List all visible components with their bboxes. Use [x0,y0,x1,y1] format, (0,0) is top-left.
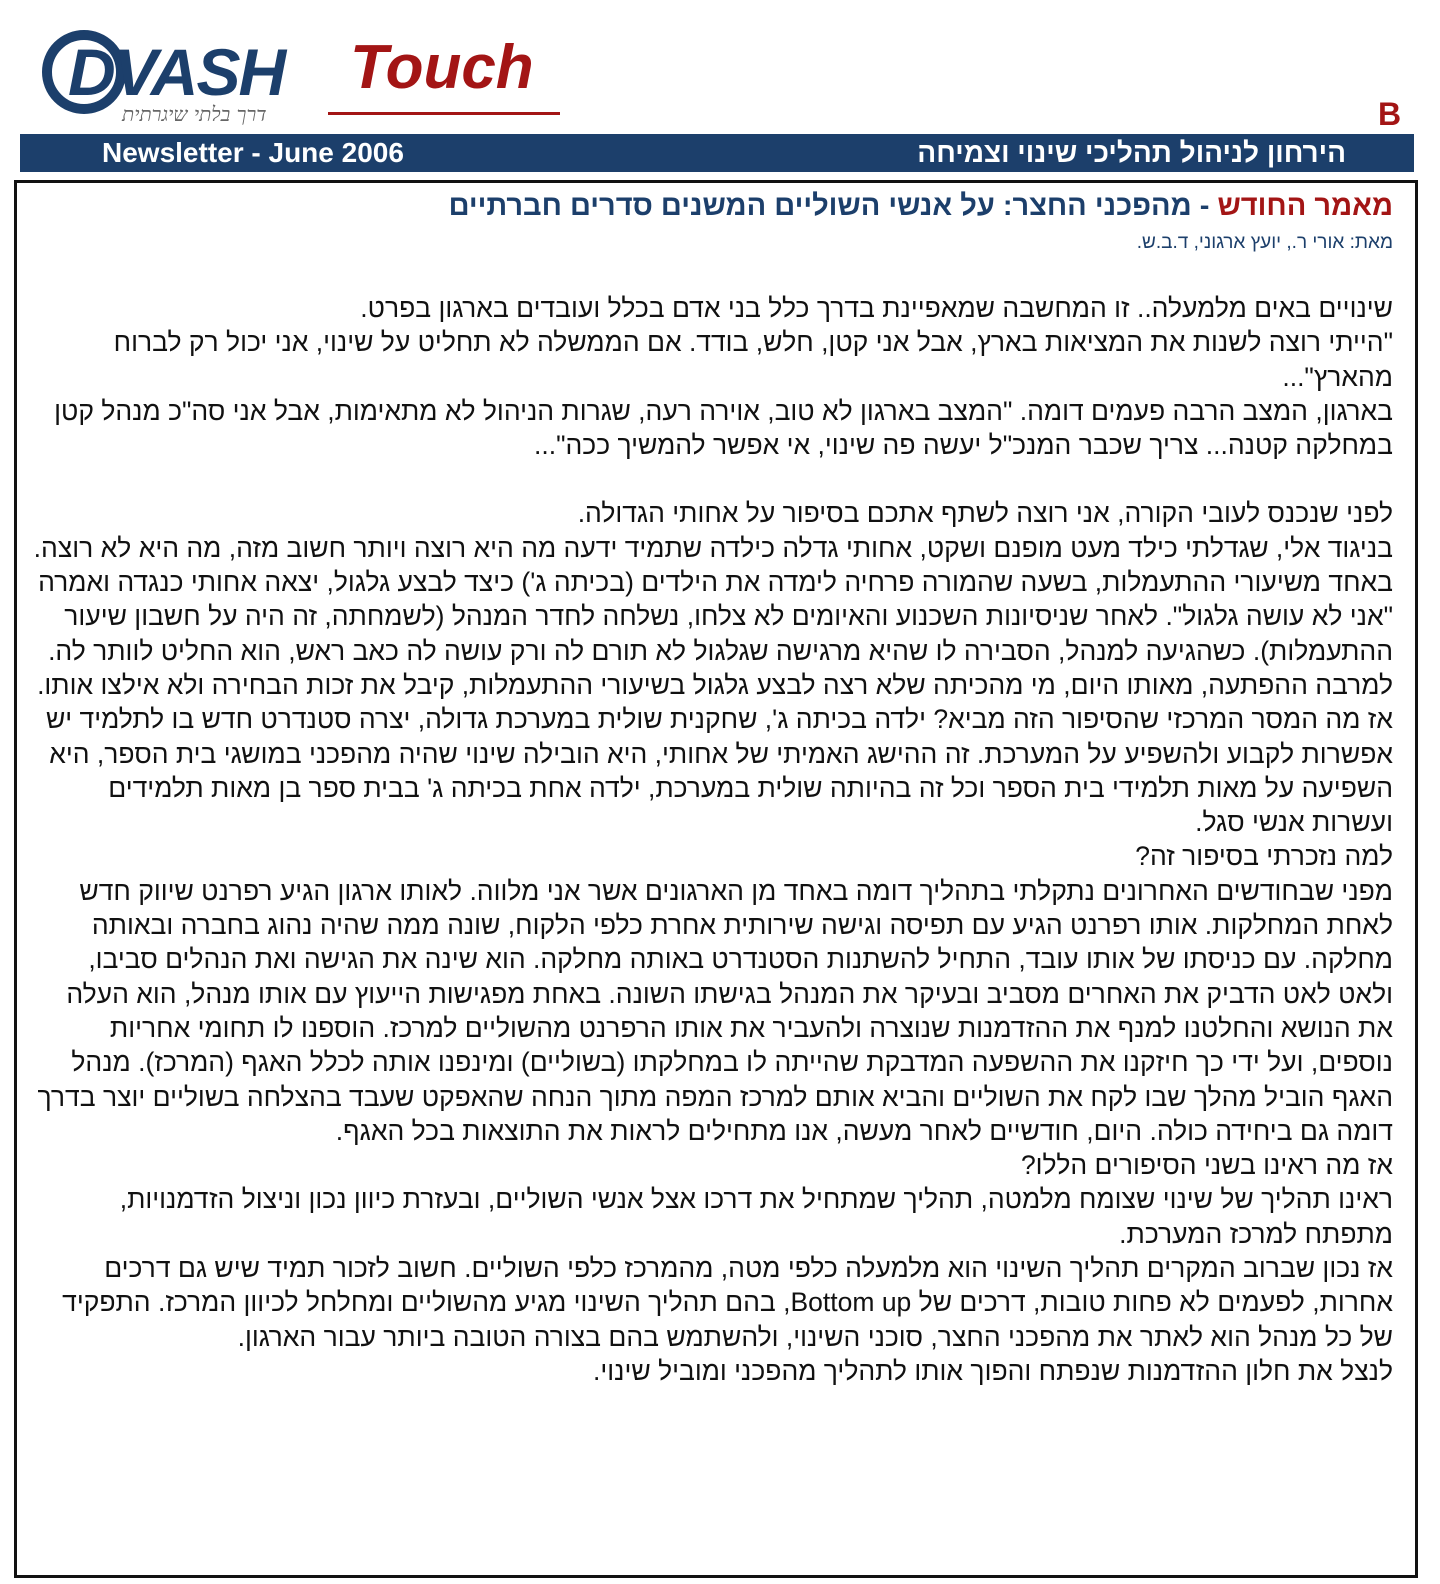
article-title: - מהפכני החצר: על אנשי השוליים המשנים סדרים חברתיים [448,190,1218,222]
article-paragraph: למרבה ההפתעה, מאותו היום, מי מהכיתה שלא רצה לבצע גלגול בשיעורי ההתעמלות, קיבל את זכות הבחירה ולא אילצו אותו. אז מה המסר המרכזי שהסיפור הזה מביא? ילדה בכיתה ג', שחקנית שולית במערכת גדולה, יצרה סטנדרט חדש בו לתלמיד יש אפשרות לקבוע ולהשפיע על המערכת. זה ההישג האמיתי של אחותי, היא הובילה שינוי שהיה מהפכני במושגי בית הספר, היא השפיעה על מאות תלמידי בית הספר וכל זה בהיותה שולית במערכת, ילדה אחת בכיתה ג' בבית ספר בן מאות תלמידים ועשרות אנשי סגל. [37,669,1393,838]
article-paragraph: אז נכון שברוב המקרים תהליך השינוי הוא מלמעלה כלפי מטה, מהמרכז כלפי השוליים. חשוב לזכור תמיד שיש גם דרכים אחרות, לפעמים לא פחות טובות, דרכים של Bottom up, בהם תהליך השינוי מגיע מהשוליים ומחלחל לכיוון המרכז. התפקיד של כל מנהל הוא לאתר את מהפכני החצר, סוכני השינוי, ולהשתמש בהם בצורה הטובה ביותר עבור הארגון. [62,1253,1393,1352]
article-paragraph: אז מה ראינו בשני הסיפורים הללו? [1020,1150,1393,1181]
corner-mark: B [1378,96,1402,132]
article-paragraph: "הייתי רוצה לשנות את המציאות בארץ, אבל אני קטן, חלש, בודד. אם הממשלה לא תחליט על שינוי, אני יכול רק לברוח מהארץ"... [113,327,1393,392]
article-kicker: מאמר החודש [1217,190,1393,222]
newsletter-banner [20,134,1414,172]
logo-tagline: דרך בלתי שיגרתית [122,102,267,126]
article-paragraph: למה נזכרתי בסיפור זה? [1135,841,1393,872]
banner-title: הירחון לניהול תהליכי שינוי וצמיחה [917,137,1346,168]
logo-underline [328,112,560,115]
article-paragraph: בניגוד אלי, שגדלתי כילד מעט מופנם ושקט, אחותי גדלה כילדה שתמיד ידעה מה היא רוצה ויותר חשוב מזה, מה היא לא רוצה. באחד משיעורי ההתעמלות, בשעה שהמורה פרחיה לימדה את הילדים (בכיתה ג') כיצד לבצע גלגול, יצאה אחותי כנגדה ואמרה "אני לא עושה גלגול". לאחר שניסיונות השכנוע והאיומים לא צלחו, נשלחה לחדר המנהל (לשמחתה, זה היה על חשבון שיעור ההתעמלות). כשהגיעה למנהל, הסבירה לו שהיא מרגישה שגלגול לא תורם לה ורק עושה לה כאב ראש, הוא החליט לוותר לה. [33,532,1393,666]
article-paragraph: לנצל את חלון ההזדמנות שנפתח והפוך אותו לתהליך מהפכני ומוביל שינוי. [593,1355,1393,1386]
article-paragraph: לפני שנכנס לעובי הקורה, אני רוצה לשתף אתכם בסיפור על אחותי הגדולה. [577,498,1393,529]
banner-issue-date: Newsletter - June 2006 [102,137,404,168]
article-paragraph: בארגון, המצב הרבה פעמים דומה. "המצב בארגון לא טוב, אוירה רעה, שגרות הניהול לא מתאימות, אבל אני סה"כ מנהל קטן במחלקה קטנה... צריך שכבר המנכ"ל יעשה פה שינוי, אי אפשר להמשיך ככה"... [54,395,1393,461]
dvash-touch-logo [38,28,578,132]
article-byline: מאת: אורי ר., יועץ ארגוני, ד.ב.ש. [1136,232,1393,253]
paragraph-gap [27,462,1393,496]
article-paragraph: ראינו תהליך של שינוי שצומח מלמטה, תהליך שמתחיל את דרכו אצל אנשי השוליים, ובעזרת כיוון נכון וניצול הזדמנויות, מתפתח למרכז המערכת. [119,1184,1393,1249]
logo-touch-word: Touch [350,33,534,102]
article-paragraph: שינויים באים מלמעלה.. זו המחשבה שמאפיינת בדרך כלל בני אדם בכלל ועובדים בארגון בפרט. [360,293,1393,323]
article-frame [14,180,1418,1578]
article-heading [449,189,1393,223]
logo-wordmark: DVASH [68,35,285,109]
article-paragraph: מפני שבחודשים האחרונים נתקלתי בתהליך דומה באחד מן הארגונים אשר אני מלווה. לאותו ארגון הגיע רפרנט שיווק חדש לאחת המחלקות. אותו רפרנט הגיע עם תפיסה וגישה שירותית אחרת כלפי הלקוח, שונה ממה שהיה נהוג בחברה ובאותה מחלקה. עם כניסתו של אותו עובד, התחיל להשתנות הסטנדרט באותה מחלקה. הוא שינה את הגישה ואת הנהלים סביבו, ולאט לאט הדביק את האחרים מסביב ובעיקר את המנהל בגישתו השונה. באחת מפגישות הייעוץ עם אותו מנהל, הוא העלה את הנושא והחלטנו למנף את ההזדמנות שנוצרה ולהעביר את אותו הרפרנט מהשוליים למרכז. הוספנו לו תחומי אחריות נוספים, ועל ידי כך חיזקנו את ההשפעה המדבקת שהייתה לו במחלקתו (בשוליים) ומינפנו אותה לכלל האגף (המרכז). מנהל האגף הוביל מהלך שבו לקח את השוליים והביא אותם למרכז המפה מתוך הנחה שהאפקט שעבד בהצלחה בשוליים יוצר בדרך דומה גם ביחידה כולה. היום, חודשיים לאחר מעשה, אנו מתחילים לראות את התוצאות בכל האגף. [37,875,1393,1146]
article-body [27,291,1393,1388]
